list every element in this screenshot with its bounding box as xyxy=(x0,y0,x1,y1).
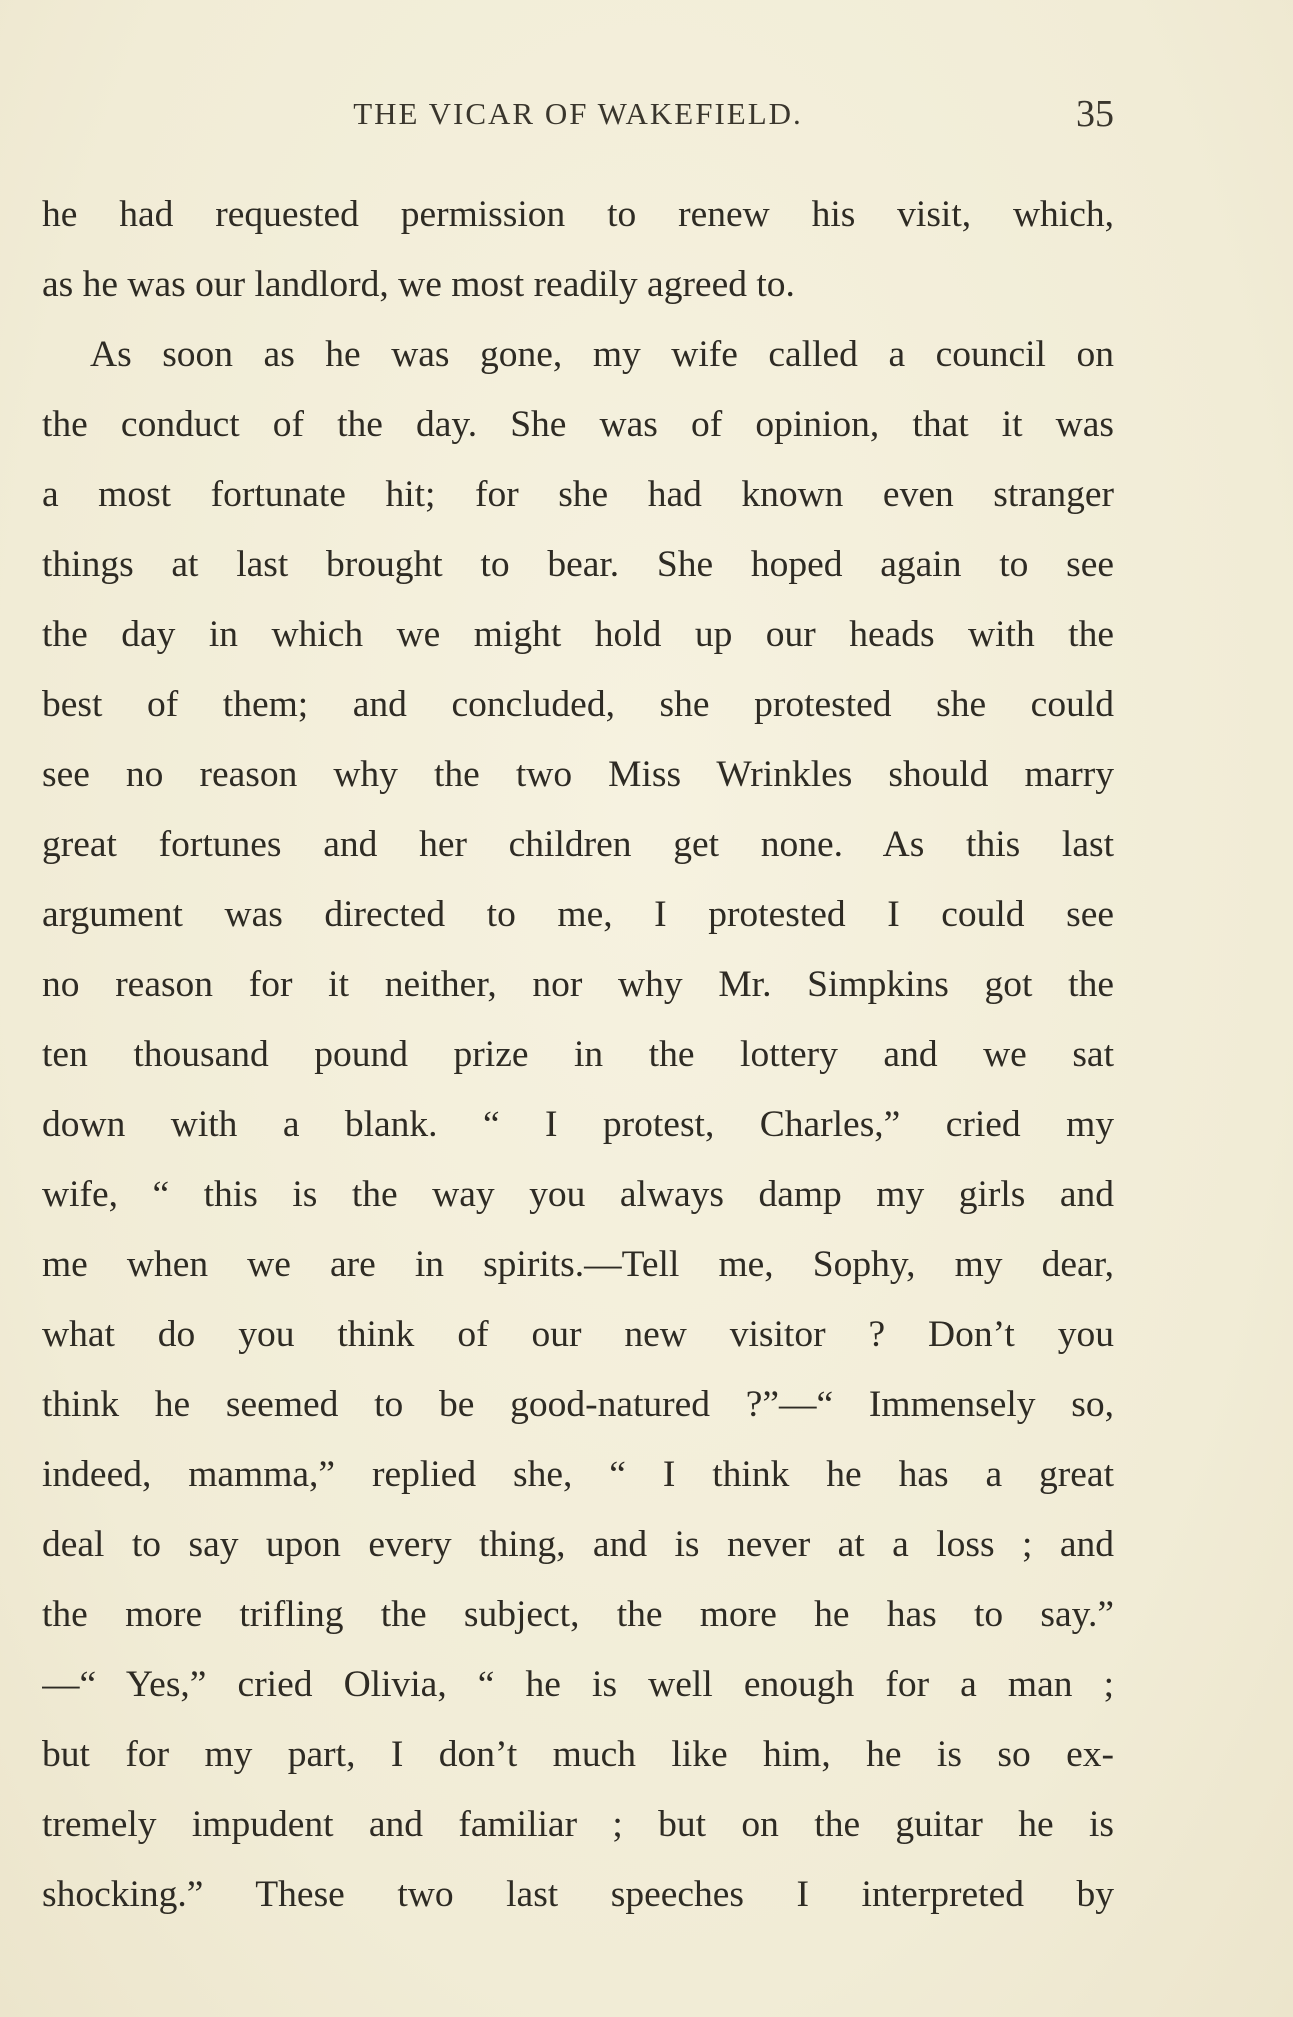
text-line: things at last brought to bear. She hoped again to see xyxy=(42,544,1114,585)
running-title: THE VICAR OF WAKEFIELD. xyxy=(353,96,803,131)
text-line: the day in which we might hold up our heads with the xyxy=(42,614,1114,655)
text-line: —“ Yes,” cried Olivia, “ he is well enough for a man ; xyxy=(42,1664,1114,1705)
text-line: as he was our landlord, we most readily agreed to. xyxy=(42,264,795,305)
text-line: the more trifling the subject, the more he has to say.” xyxy=(42,1594,1114,1635)
text-line: great fortunes and her children get none. As this last xyxy=(42,824,1114,865)
text-line: tremely impudent and familiar ; but on the guitar he is xyxy=(42,1804,1114,1845)
text-line: think he seemed to be good-natured ?”—“ Immensely so, xyxy=(42,1384,1114,1425)
text-line: indeed, mamma,” replied she, “ I think he has a great xyxy=(42,1454,1114,1495)
text-line: best of them; and concluded, she protested she could xyxy=(42,684,1114,725)
text-line: ten thousand pound prize in the lottery and we sat xyxy=(42,1034,1114,1075)
text-line: but for my part, I don’t much like him, he is so ex- xyxy=(42,1734,1114,1775)
text-line: what do you think of our new visitor ? Don’t you xyxy=(42,1314,1114,1355)
text-line: see no reason why the two Miss Wrinkles should marry xyxy=(42,754,1114,795)
text-line: wife, “ this is the way you always damp my girls and xyxy=(42,1174,1114,1215)
text-line: the conduct of the day. She was of opinion, that it was xyxy=(42,404,1114,445)
body-text xyxy=(42,180,1114,1930)
text-line: a most fortunate hit; for she had known even stranger xyxy=(42,474,1114,515)
text-line: As soon as he was gone, my wife called a council on xyxy=(90,334,1114,375)
page-number: 35 xyxy=(1076,93,1114,135)
text-line: shocking.” These two last speeches I interpreted by xyxy=(42,1874,1114,1915)
text-line: down with a blank. “ I protest, Charles,” cried my xyxy=(42,1104,1114,1145)
text-line: he had requested permission to renew his visit, which, xyxy=(42,194,1114,235)
text-line: me when we are in spirits.—Tell me, Sophy, my dear, xyxy=(42,1244,1114,1285)
text-line: no reason for it neither, nor why Mr. Simpkins got the xyxy=(42,964,1114,1005)
running-head xyxy=(42,92,1114,142)
text-line: argument was directed to me, I protested I could see xyxy=(42,894,1114,935)
text-line: deal to say upon every thing, and is never at a loss ; and xyxy=(42,1524,1114,1565)
